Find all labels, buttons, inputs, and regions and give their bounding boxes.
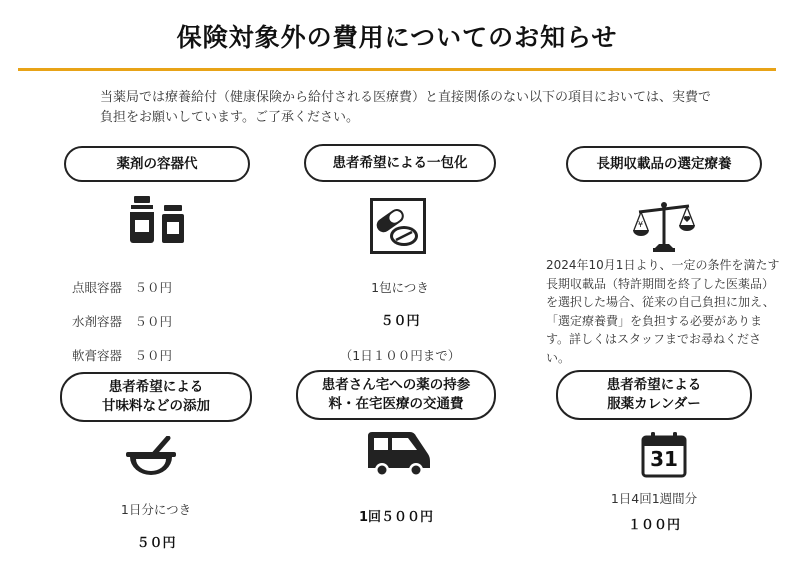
sweetener-price: ５０円 [136,536,176,551]
liquid-container-fee: 水剤容器 ５０円 [72,314,173,329]
medication-calendar-label-line1: 患者希望による [606,377,702,393]
title-underline [18,68,776,71]
one-dose-price: ５０円 [380,314,420,329]
home-delivery-price: 1回５００円 [358,510,434,525]
medicine-bottle-icon [128,196,186,244]
mortar-bowl-icon [126,436,176,480]
one-dose-unit: 1包につき [371,280,429,295]
pill-package-icon [370,198,426,254]
calendar-day: 31 [650,447,678,471]
calendar-icon [640,430,688,478]
delivery-van-icon [366,430,432,478]
selective-care-label-text: 長期収載品の選定療養 [596,155,732,172]
one-dose-packaging-label-text: 患者希望による一包化 [332,154,468,171]
sweetener-detail [86,484,226,569]
sweetener-label-line1: 患者希望による [108,379,204,395]
eye-drop-container-fee: 点眼容器 ５０円 [72,280,173,295]
medication-calendar-unit: 1日4回1週間分 [610,491,698,506]
selective-care-label [566,146,762,182]
sweetener-label [60,372,252,422]
balance-scale-icon [633,200,695,254]
container-fee-label [64,146,250,182]
home-delivery-label-line2: 料・在宅医療の交通費 [328,396,464,412]
container-fee-list [72,262,212,381]
one-dose-limit: （1日１００円まで） [339,348,461,363]
svg-text:¥: ¥ [637,220,644,229]
home-delivery-label [296,370,496,420]
home-delivery-label-line1: 患者さん宅への薬の持参 [321,377,471,393]
sweetener-label-line2: 甘味料などの添加 [102,398,210,414]
one-dose-packaging-label [304,144,496,182]
medication-calendar-label-line2: 服薬カレンダー [607,396,701,412]
selective-care-description: 2024年10月1日より、一定の条件を満たす長期収載品（特許期間を終了した医薬品）を選択した場合、従来の自己負担に加え、「選定療養費」を負担する必要があります。詳しくはスタッフまでお尋ねください。 [546,258,780,365]
page-title: 保険対象外の費用についてのお知らせ [176,23,618,52]
sweetener-unit: 1日分につき [120,502,192,517]
medication-calendar-label [556,370,752,420]
medication-calendar-price: １００円 [627,518,680,533]
one-dose-packaging-detail [320,262,480,381]
ointment-container-fee: 軟膏容器 ５０円 [72,348,173,363]
intro-text: 当薬局では療養給付（健康保険から給付される医療費）と直接関係のない以下の項目においては、実費で負担をお願いしています。ご了承ください。 [100,90,712,125]
container-fee-label-text: 薬剤の容器代 [116,155,198,172]
